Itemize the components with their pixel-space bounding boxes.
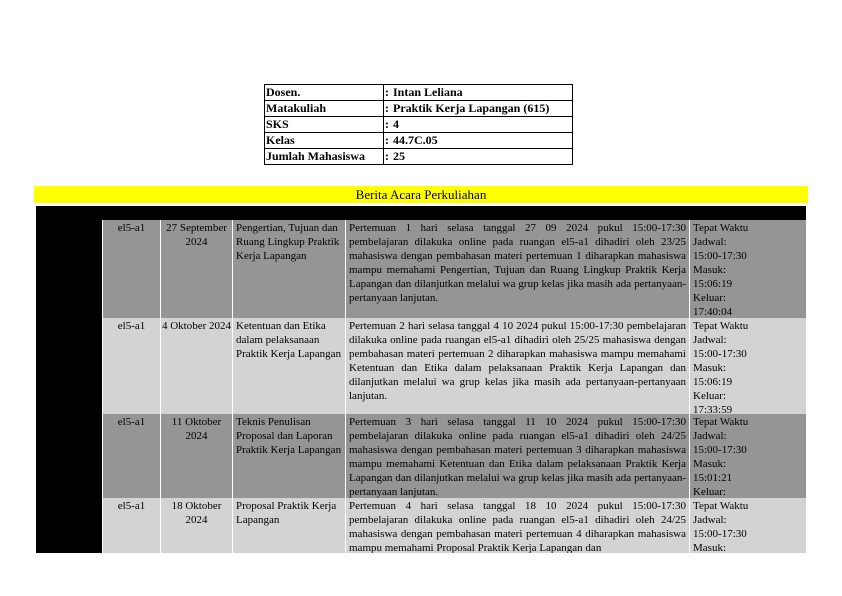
info-value: 4 xyxy=(393,117,399,131)
info-row-jumlah: Jumlah Mahasiswa : 25 xyxy=(265,149,573,165)
status-line: 17:33:59 xyxy=(693,404,733,414)
info-row-sks: SKS : 4 xyxy=(265,117,573,133)
topic-cell: Proposal Praktik Kerja Lapangan xyxy=(233,498,346,553)
description-cell: Pertemuan 4 hari selasa tanggal 18 10 2024 pukul 15:00-17:30 pembelajaran dilakuka online pada ruangan el5-a1 dihadiri oleh 24/25 mahasiswa dengan pembahasan materi pertemuan 4 diharapkan mahasiswa mampu memahami Proposal Praktik Kerja Lapangan dan xyxy=(346,498,690,553)
course-info-table xyxy=(264,84,573,165)
description-cell: Pertemuan 1 hari selasa tanggal 27 09 2024 pukul 15:00-17:30 pembelajaran dilakuka online pada ruangan el5-a1 dihadiri oleh 23/25 mahasiswa dengan pembahasan materi pertemuan 1 diharapkan mahasiswa mampu memahami Pengertian, Tujuan dan Ruang Lingkup Praktik Kerja Lapangan dan dilanjutkan melalui wa grup kelas jika masih ada pertanyaan-pertanyaan lanjutan. xyxy=(346,220,690,318)
room-cell: el5-a1 xyxy=(103,318,161,414)
status-line: Tepat Waktu xyxy=(693,320,749,332)
description-cell: Pertemuan 3 hari selasa tanggal 11 10 2024 pukul 15:00-17:30 pembelajaran dilakuka online pada ruangan el5-a1 dihadiri oleh 24/25 mahasiswa dengan pembahasan materi pertemuan 3 diharapkan mahasiswa mampu memahami Ketentuan dan Etika dalam pelaksanaan Praktik Kerja Lapangan dan dilanjutkan melalui wa grup kelas jika masih ada pertanyaan-pertanyaan lanjutan. xyxy=(346,414,690,498)
status-line: Masuk: xyxy=(693,458,726,470)
topic-cell: Ketentuan dan Etika dalam pelaksanaan Praktik Kerja Lapangan xyxy=(233,318,346,414)
row-number-cell xyxy=(36,498,103,553)
status-line: 15:00-17:30 xyxy=(693,348,747,360)
info-value: Praktik Kerja Lapangan (615) xyxy=(393,101,550,115)
status-cell xyxy=(690,498,806,553)
status-line: 15:06:19 xyxy=(693,376,733,388)
table-row xyxy=(36,414,806,498)
info-label: SKS xyxy=(265,117,384,133)
status-line: 15:00-17:30 xyxy=(693,250,747,262)
date-cell: 18 Oktober 2024 xyxy=(161,498,233,553)
info-label: Jumlah Mahasiswa xyxy=(265,149,384,165)
row-number-cell xyxy=(36,220,103,318)
status-line: Masuk: xyxy=(693,362,726,374)
document-title: Berita Acara Perkuliahan xyxy=(34,186,808,203)
status-line: Tepat Waktu xyxy=(693,222,749,234)
date-cell: 4 Oktober 2024 xyxy=(161,318,233,414)
info-row-kelas: Kelas : 44.7C.05 xyxy=(265,133,573,149)
topic-cell: Teknis Penulisan Proposal dan Laporan Praktik Kerja Lapangan xyxy=(233,414,346,498)
status-line: 15:01:21 xyxy=(693,472,733,484)
date-cell: 27 September 2024 xyxy=(161,220,233,318)
status-cell xyxy=(690,220,806,318)
status-line: 15:00-17:30 xyxy=(693,444,747,456)
room-cell: el5-a1 xyxy=(103,414,161,498)
info-label: Kelas xyxy=(265,133,384,149)
row-number-cell xyxy=(36,414,103,498)
status-cell xyxy=(690,414,806,498)
status-line: Masuk: xyxy=(693,264,726,276)
status-line: Jadwal: xyxy=(693,236,727,248)
status-line: 15:00-17:30 xyxy=(693,528,747,540)
info-value: 25 xyxy=(393,149,405,163)
info-value: 44.7C.05 xyxy=(393,133,438,147)
status-line: Keluar: xyxy=(693,390,726,402)
info-row-matakuliah: Matakuliah : Praktik Kerja Lapangan (615) xyxy=(265,101,573,117)
status-line: Masuk: xyxy=(693,542,726,553)
row-number-cell xyxy=(36,318,103,414)
table-header-bar xyxy=(36,206,806,220)
status-line: Tepat Waktu xyxy=(693,416,749,428)
status-line: Jadwal: xyxy=(693,334,727,346)
info-row-dosen: Dosen. : Intan Leliana xyxy=(265,85,573,101)
status-line: Tepat Waktu xyxy=(693,500,749,512)
date-cell: 11 Oktober 2024 xyxy=(161,414,233,498)
status-line: 17:40:04 xyxy=(693,306,733,318)
info-label: Matakuliah xyxy=(265,101,384,117)
table-row xyxy=(36,220,806,318)
room-cell: el5-a1 xyxy=(103,498,161,553)
info-value: Intan Leliana xyxy=(393,85,463,99)
status-line: Jadwal: xyxy=(693,514,727,526)
table-row xyxy=(36,498,806,553)
info-label: Dosen. xyxy=(265,85,384,101)
status-cell xyxy=(690,318,806,414)
status-line: 15:06:19 xyxy=(693,278,733,290)
table-row xyxy=(36,318,806,414)
status-line: Jadwal: xyxy=(693,430,727,442)
status-line: Keluar: xyxy=(693,292,726,304)
topic-cell: Pengertian, Tujuan dan Ruang Lingkup Praktik Kerja Lapangan xyxy=(233,220,346,318)
room-cell: el5-a1 xyxy=(103,220,161,318)
status-line: Keluar: xyxy=(693,486,726,498)
description-cell: Pertemuan 2 hari selasa tanggal 4 10 2024 pukul 15:00-17:30 pembelajaran dilakuka online pada ruangan el5-a1 dihadiri oleh 25/25 mahasiswa dengan pembahasan materi pertemuan 2 diharapkan mahasiswa mampu memahami Ketentuan dan Etika dalam pelaksanaan Praktik Kerja Lapangan dan dilanjutkan melalui wa grup kelas jika masih ada pertanyaan-pertanyaan lanjutan. xyxy=(346,318,690,414)
